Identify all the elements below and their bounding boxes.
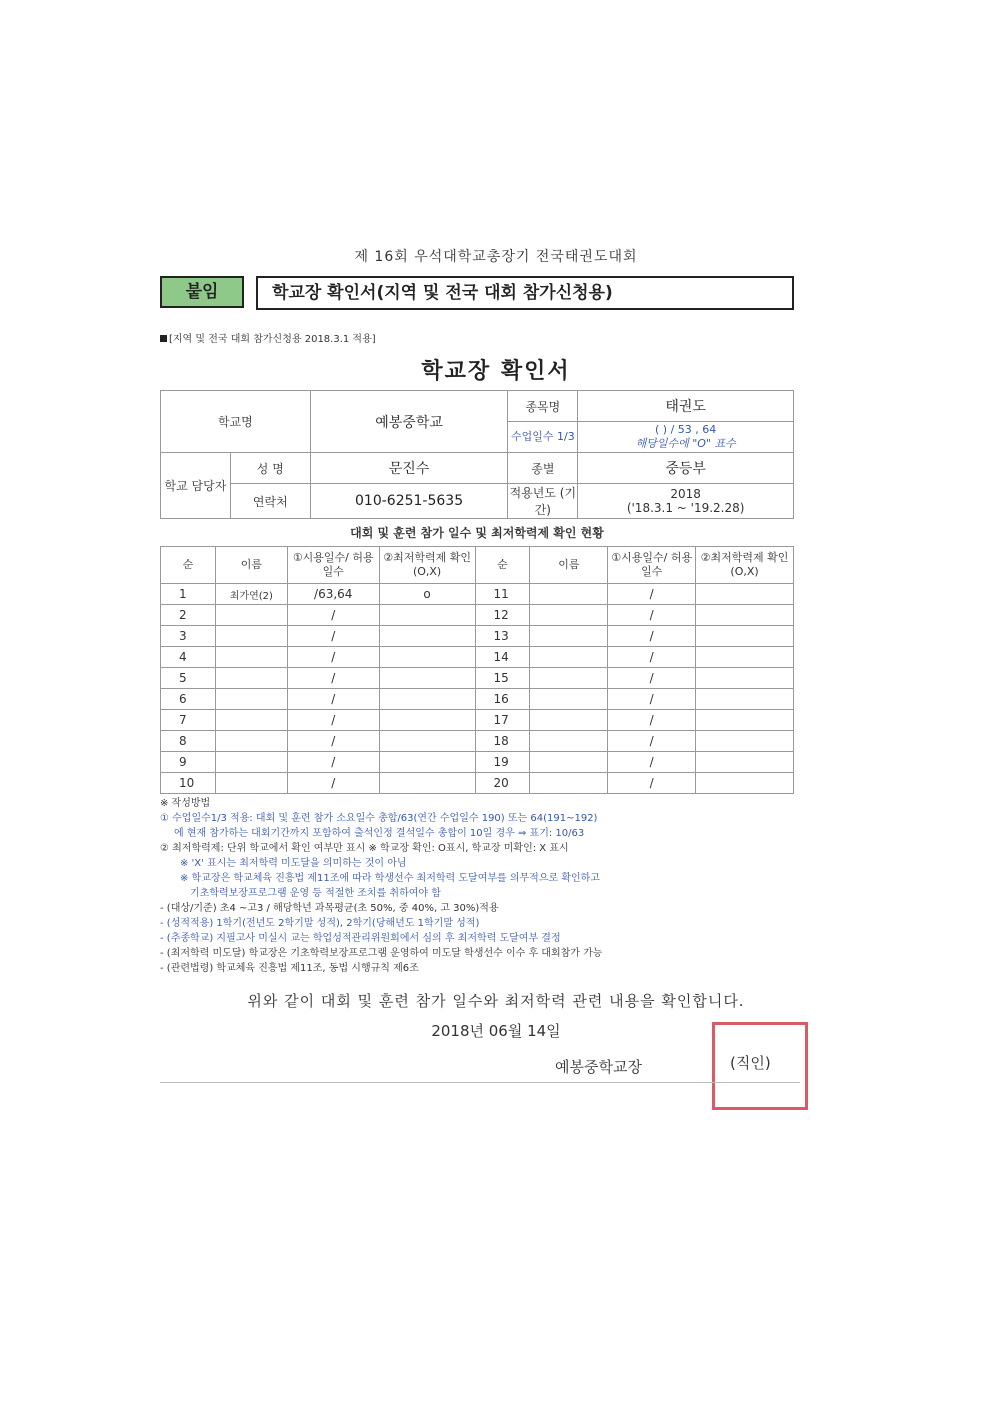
roster-no-cell: 7 [161, 710, 216, 731]
applicability-note [160, 330, 376, 345]
bottom-divider [160, 1082, 800, 1083]
table-row [161, 647, 794, 668]
roster-name-cell [215, 647, 287, 668]
roster-days-cell: / [608, 584, 696, 605]
instructions-heading: ※ 작성방법 [160, 798, 211, 809]
document-title: 학교장 확인서 [421, 359, 571, 384]
table-row [161, 689, 794, 710]
roster-no-cell: 3 [161, 626, 216, 647]
roster-check-cell [696, 710, 794, 731]
roster-name-cell [530, 668, 608, 689]
roster-no-cell: 1 [161, 584, 216, 605]
roster-name-cell [215, 689, 287, 710]
name-value: 문진수 [310, 453, 508, 484]
instruction-line: - (성적적용) 1학기(전년도 2학기말 성적), 2학기(당해년도 1학기말 성적) [160, 918, 480, 929]
seal-label: (직인) [730, 1054, 771, 1072]
roster-days-cell: / [608, 605, 696, 626]
roster-name-cell [530, 752, 608, 773]
category-label: 종별 [508, 453, 578, 484]
roster-no-cell: 9 [161, 752, 216, 773]
instructions [160, 796, 800, 976]
table-row [161, 584, 794, 605]
issue-date: 2018년 06월 14일 [431, 1022, 561, 1040]
instruction-line: - (추종학교) 지필고사 미실시 교는 학업성적관리위원회에서 심의 후 최저학력 도달여부 결정 [160, 933, 561, 944]
school-value: 예봉중학교 [310, 391, 508, 453]
principal-name: 예봉중학교장 [555, 1058, 642, 1076]
roster-body [161, 584, 794, 794]
header-name: 이름 [215, 547, 287, 584]
roster-days-cell: / [287, 710, 379, 731]
instruction-line: ※ 학교장은 학교체육 진흥법 제11조에 따라 학생선수 최저학력 도달여부를 의무적으로 확인하고 [180, 873, 600, 884]
roster-days-cell: / [608, 647, 696, 668]
roster-name-cell [215, 710, 287, 731]
header-check: ②최저학력제 확인(O,X) [379, 547, 475, 584]
roster-days-cell: / [608, 689, 696, 710]
roster-check-cell [379, 689, 475, 710]
header-days: ①시용일수/ 허용일수 [608, 547, 696, 584]
instruction-line: - (관련법령) 학교체육 진흥법 제11조, 동법 시행규칙 제6조 [160, 963, 419, 974]
roster-name-cell [530, 647, 608, 668]
roster-no-cell: 11 [475, 584, 530, 605]
year-value: 2018 [670, 487, 701, 501]
roster-days-cell: / [287, 773, 379, 794]
roster-days-cell: /63,64 [287, 584, 379, 605]
square-bullet-icon [160, 335, 167, 342]
manager-label: 학교 담당자 [161, 453, 231, 519]
form-title: 학교장 확인서(지역 및 전국 대회 참가신청용) [256, 276, 794, 310]
roster-no-cell: 14 [475, 647, 530, 668]
roster-no-cell: 20 [475, 773, 530, 794]
roster-name-cell: 최가연(2) [215, 584, 287, 605]
attachment-badge: 붙임 [160, 276, 244, 308]
table-row [161, 605, 794, 626]
roster-check-cell [379, 773, 475, 794]
roster-no-cell: 5 [161, 668, 216, 689]
roster-no-cell: 19 [475, 752, 530, 773]
roster-check-cell [696, 773, 794, 794]
roster-name-cell [530, 584, 608, 605]
roster-check-cell [696, 731, 794, 752]
roster-check-cell [379, 752, 475, 773]
header-no: 순 [161, 547, 216, 584]
category-value: 중등부 [578, 453, 794, 484]
roster-check-cell [696, 689, 794, 710]
instruction-line: ※ 'X' 표시는 최저학력 미도달을 의미하는 것이 아님 [180, 858, 407, 869]
applicability-note-text: [지역 및 전국 대회 참가신청용 2018.3.1 적용] [169, 334, 376, 345]
sport-label: 종목명 [508, 391, 578, 422]
roster-check-cell [696, 605, 794, 626]
roster-days-cell: / [287, 668, 379, 689]
roster-days-cell: / [608, 626, 696, 647]
header-days: ①시용일수/ 허용일수 [287, 547, 379, 584]
table-row [161, 668, 794, 689]
roster-days-cell: / [287, 605, 379, 626]
roster-no-cell: 18 [475, 731, 530, 752]
roster-name-cell [530, 626, 608, 647]
roster-name-cell [530, 710, 608, 731]
roster-days-cell: / [608, 773, 696, 794]
roster-check-cell [379, 731, 475, 752]
roster-days-cell: / [608, 668, 696, 689]
roster-name-cell [215, 731, 287, 752]
roster-no-cell: 10 [161, 773, 216, 794]
days-note-text: 해당일수에 "O" 표수 [635, 437, 736, 450]
roster-check-cell [696, 626, 794, 647]
roster-no-cell: 15 [475, 668, 530, 689]
roster-check-cell [696, 752, 794, 773]
roster-check-cell [696, 647, 794, 668]
roster-no-cell: 2 [161, 605, 216, 626]
instruction-line: - (최저학력 미도달) 학교장은 기초학력보장프로그램 운영하여 미도달 학생선수 이수 후 대회참가 가능 [160, 948, 603, 959]
name-label: 성 명 [230, 453, 310, 484]
roster-no-cell: 6 [161, 689, 216, 710]
school-label: 학교명 [161, 391, 311, 453]
contact-label: 연락처 [230, 484, 310, 519]
roster-name-cell [215, 626, 287, 647]
roster-check-cell [696, 668, 794, 689]
roster-days-cell: / [608, 710, 696, 731]
instruction-line: - (대상/기준) 초4 ~고3 / 해당학년 과목평균(초 50%, 중 40%, 고 30%)적용 [160, 903, 499, 914]
roster-days-cell: / [608, 752, 696, 773]
roster-days-cell: / [608, 731, 696, 752]
event-title: 제 16회 우석대학교총장기 전국태권도대회 [354, 249, 638, 265]
roster-days-cell: / [287, 689, 379, 710]
roster-name-cell [215, 668, 287, 689]
year-cell [578, 484, 794, 519]
instruction-line: 기초학력보장프로그램 운영 등 적절한 조치를 취하여야 함 [190, 888, 441, 899]
roster-no-cell: 16 [475, 689, 530, 710]
roster-name-cell [215, 773, 287, 794]
roster-days-cell: / [287, 731, 379, 752]
days-value: ( ) / 53 , 64 [655, 423, 717, 436]
table-row [161, 710, 794, 731]
roster-no-cell: 13 [475, 626, 530, 647]
roster-check-cell [379, 626, 475, 647]
roster-no-cell: 8 [161, 731, 216, 752]
roster-name-cell [530, 605, 608, 626]
roster-name-cell [530, 731, 608, 752]
instruction-line: ② 최저학력제: 단위 학교에서 확인 여부만 표시 ※ 학교장 확인: O표시, 학교장 미확인: X 표시 [160, 843, 569, 854]
info-table [160, 390, 794, 519]
days-cell [578, 422, 794, 453]
roster-title: 대회 및 훈련 참가 일수 및 최저학력제 확인 현황 [350, 526, 604, 540]
roster-check-cell: o [379, 584, 475, 605]
roster-name-cell [530, 773, 608, 794]
table-row [161, 731, 794, 752]
roster-check-cell [379, 647, 475, 668]
confirmation-text: 위와 같이 대회 및 훈련 참가 일수와 최저학력 관련 내용을 확인합니다. [247, 992, 745, 1010]
roster-name-cell [215, 752, 287, 773]
roster-days-cell: / [287, 626, 379, 647]
contact-value: 010-6251-5635 [310, 484, 508, 519]
roster-check-cell [379, 710, 475, 731]
roster-check-cell [379, 605, 475, 626]
header-check: ②최저학력제 확인(O,X) [696, 547, 794, 584]
days-label: 수업일수 1/3 [508, 422, 578, 453]
roster-no-cell: 17 [475, 710, 530, 731]
sport-value: 태권도 [578, 391, 794, 422]
year-period: ('18.3.1 ~ '19.2.28) [626, 501, 745, 515]
instruction-line: ① 수업일수1/3 적용: 대회 및 훈련 참가 소요일수 총합/63(연간 수업일수 190) 또는 64(191~192) [160, 813, 598, 824]
roster-no-cell: 12 [475, 605, 530, 626]
table-row [161, 752, 794, 773]
days-note [578, 437, 793, 451]
roster-days-cell: / [287, 752, 379, 773]
year-label: 적용년도 (기간) [508, 484, 578, 519]
roster-days-cell: / [287, 647, 379, 668]
instruction-line: 에 현재 참가하는 대회기간까지 포함하여 출석인정 결석일수 총합이 10일 경우 ⇒ 표기: 10/63 [174, 828, 585, 839]
table-row [161, 773, 794, 794]
roster-check-cell [379, 668, 475, 689]
roster-table [160, 546, 794, 794]
header-name: 이름 [530, 547, 608, 584]
roster-check-cell [696, 584, 794, 605]
table-row [161, 626, 794, 647]
roster-no-cell: 4 [161, 647, 216, 668]
roster-name-cell [530, 689, 608, 710]
header-no: 순 [475, 547, 530, 584]
roster-name-cell [215, 605, 287, 626]
